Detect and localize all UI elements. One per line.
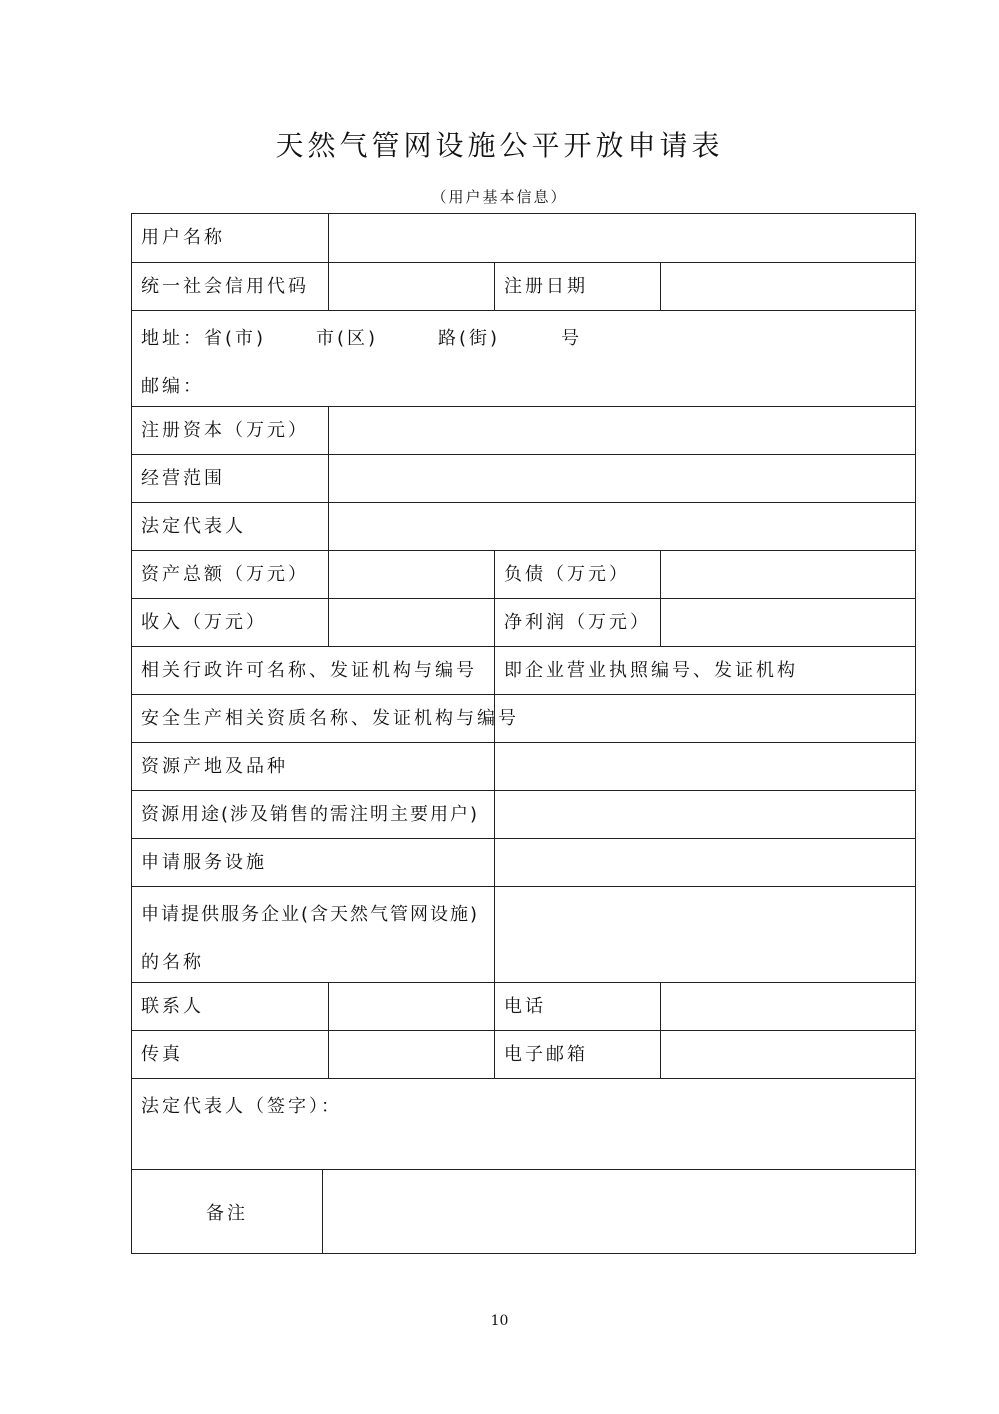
label-net-profit: 净利润（万元） (494, 599, 660, 646)
input-fax[interactable] (328, 1031, 494, 1078)
row-resource-origin (132, 743, 915, 791)
row-user-name (132, 214, 915, 263)
label-provider-line2: 的名称 (141, 952, 204, 973)
label-credit-code: 统一社会信用代码 (141, 276, 309, 297)
input-income[interactable] (328, 599, 494, 646)
input-net-profit[interactable] (660, 599, 915, 646)
input-service-facility[interactable] (494, 839, 915, 886)
label-contact: 联系人 (141, 996, 204, 1017)
address-city-label: 市(区) (316, 328, 379, 349)
address-road-label: 路(街) (438, 328, 501, 349)
row-credit-code (132, 263, 915, 311)
label-email: 电子邮箱 (494, 1031, 660, 1078)
input-reg-capital[interactable] (328, 407, 915, 454)
row-business-scope (132, 455, 915, 503)
input-remarks[interactable] (322, 1170, 915, 1253)
label-legal-rep: 法定代表人 (141, 516, 246, 537)
input-safety-cert[interactable] (494, 695, 915, 742)
input-legal-rep[interactable] (328, 503, 915, 550)
address-line (141, 324, 841, 354)
label-resource-use: 资源用途(涉及销售的需注明主要用户) (141, 804, 480, 825)
label-reg-capital: 注册资本（万元） (141, 420, 309, 441)
postcode-label: 邮编： (141, 376, 204, 397)
input-resource-use[interactable] (494, 791, 915, 838)
application-form-table (131, 213, 916, 1254)
label-admin-license: 相关行政许可名称、发证机构与编号 (141, 660, 477, 681)
row-remarks (132, 1170, 915, 1253)
label-user-name: 用户名称 (141, 227, 225, 248)
row-reg-capital (132, 407, 915, 455)
label-phone: 电话 (494, 983, 660, 1030)
page-title: 天然气管网设施公平开放申请表 (275, 129, 724, 162)
label-signature: 法定代表人（签字）： (141, 1096, 342, 1117)
label-resource-origin: 资源产地及品种 (141, 756, 288, 777)
row-provider (132, 887, 915, 983)
input-reg-date[interactable] (660, 263, 915, 310)
input-user-name[interactable] (328, 214, 915, 262)
input-total-assets[interactable] (328, 551, 494, 598)
input-admin-license[interactable]: 即企业营业执照编号、发证机构 (494, 647, 915, 694)
input-liabilities[interactable] (660, 551, 915, 598)
label-liabilities: 负债（万元） (494, 551, 660, 598)
input-credit-code[interactable] (328, 263, 494, 310)
row-safety-cert (132, 695, 915, 743)
input-email[interactable] (660, 1031, 915, 1078)
label-safety-cert: 安全生产相关资质名称、发证机构与编号 (141, 708, 519, 729)
label-remarks: 备注 (206, 1202, 248, 1224)
input-phone[interactable] (660, 983, 915, 1030)
row-resource-use (132, 791, 915, 839)
label-service-facility: 申请服务设施 (141, 852, 267, 873)
row-contact (132, 983, 915, 1031)
input-contact[interactable] (328, 983, 494, 1030)
input-business-scope[interactable] (328, 455, 915, 502)
label-income: 收入（万元） (141, 612, 267, 633)
label-business-scope: 经营范围 (141, 468, 225, 489)
address-number-label: 号 (561, 328, 582, 349)
row-service-facility (132, 839, 915, 887)
label-provider (132, 887, 494, 982)
address-province-label: 地址：省(市) (141, 328, 267, 349)
row-address[interactable] (132, 311, 915, 407)
row-signature[interactable] (132, 1079, 915, 1170)
row-legal-rep (132, 503, 915, 551)
page-subtitle: （用户基本信息） (431, 188, 568, 206)
label-fax: 传真 (141, 1044, 183, 1065)
row-admin-license (132, 647, 915, 695)
input-provider[interactable] (494, 887, 915, 982)
label-provider-line1: 申请提供服务企业(含天然气管网设施) (141, 904, 480, 925)
label-total-assets: 资产总额（万元） (141, 564, 309, 585)
row-fax (132, 1031, 915, 1079)
label-reg-date: 注册日期 (494, 263, 660, 310)
page-number: 10 (490, 1313, 509, 1329)
row-income (132, 599, 915, 647)
input-resource-origin[interactable] (494, 743, 915, 790)
row-assets (132, 551, 915, 599)
